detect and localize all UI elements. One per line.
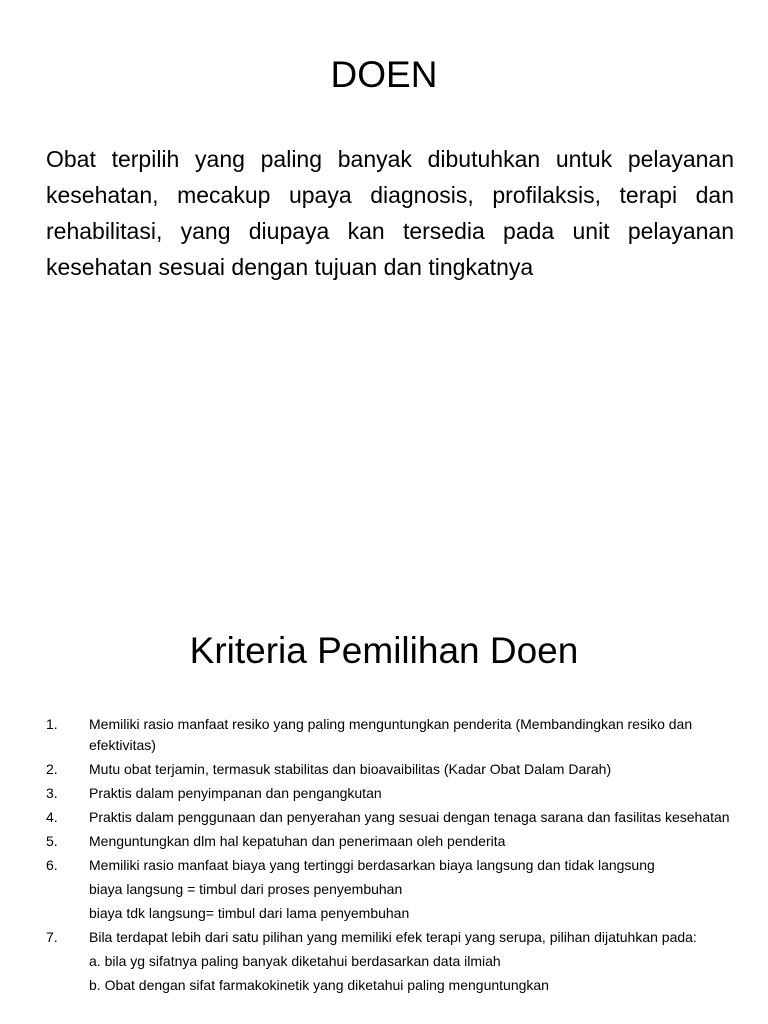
criteria-list (46, 714, 736, 999)
list-item-text: Mutu obat terjamin, termasuk stabilitas dan bioavaibilitas (Kadar Obat Dalam Darah) (89, 761, 612, 777)
list-item-text: Bila terdapat lebih dari satu pilihan yang memiliki efek terapi yang serupa, pilihan dijatuhkan pada: (89, 929, 697, 945)
list-item (46, 927, 736, 996)
list-item-number: 4. (46, 809, 58, 825)
slide-doen-criteria (0, 576, 768, 1024)
list-item-text: Praktis dalam penggunaan dan penyerahan yang sesuai dengan tenaga sarana dan fasilitas kesehatan (89, 809, 730, 825)
list-item-text: Praktis dalam penyimpanan dan pengangkutan (89, 785, 382, 801)
list-item (46, 831, 736, 852)
list-item-subline: biaya langsung = timbul dari proses penyembuhan (89, 881, 403, 897)
list-item-number: 1. (46, 716, 58, 732)
list-item-text: Menguntungkan dlm hal kepatuhan dan penerimaan oleh penderita (89, 833, 506, 849)
list-item-subline: b. Obat dengan sifat farmakokinetik yang diketahui paling menguntungkan (89, 977, 549, 993)
list-item (46, 807, 736, 828)
slide-title: DOEN (330, 54, 438, 95)
definition-paragraph: Obat terpilih yang paling banyak dibutuhkan untuk pelayanan kesehatan, mecakup upaya diagnosis, profilaksis, terapi dan rehabilitasi, yang diupaya kan tersedia pada unit pelayanan kesehatan sesuai dengan tujuan dan tingkatnya (46, 146, 734, 280)
list-item-number: 5. (46, 833, 58, 849)
list-item (46, 783, 736, 804)
list-item-number: 7. (46, 929, 58, 945)
list-item-number: 2. (46, 761, 58, 777)
list-item-number: 3. (46, 785, 58, 801)
list-item-text: Memiliki rasio manfaat biaya yang tertinggi berdasarkan biaya langsung dan tidak langsung (89, 857, 655, 873)
list-item-subline: biaya tdk langsung= timbul dari lama penyembuhan (89, 905, 410, 921)
list-item (46, 759, 736, 780)
list-item (46, 714, 736, 756)
list-item-text: Memiliki rasio manfaat resiko yang paling menguntungkan penderita (Membandingkan resiko dan efektivitas) (89, 716, 693, 753)
list-item-number: 6. (46, 857, 58, 873)
list-item (46, 855, 736, 924)
slide-title: Kriteria Pemilihan Doen (189, 630, 579, 671)
list-item-subline: a. bila yg sifatnya paling banyak diketahui berdasarkan data ilmiah (89, 953, 501, 969)
